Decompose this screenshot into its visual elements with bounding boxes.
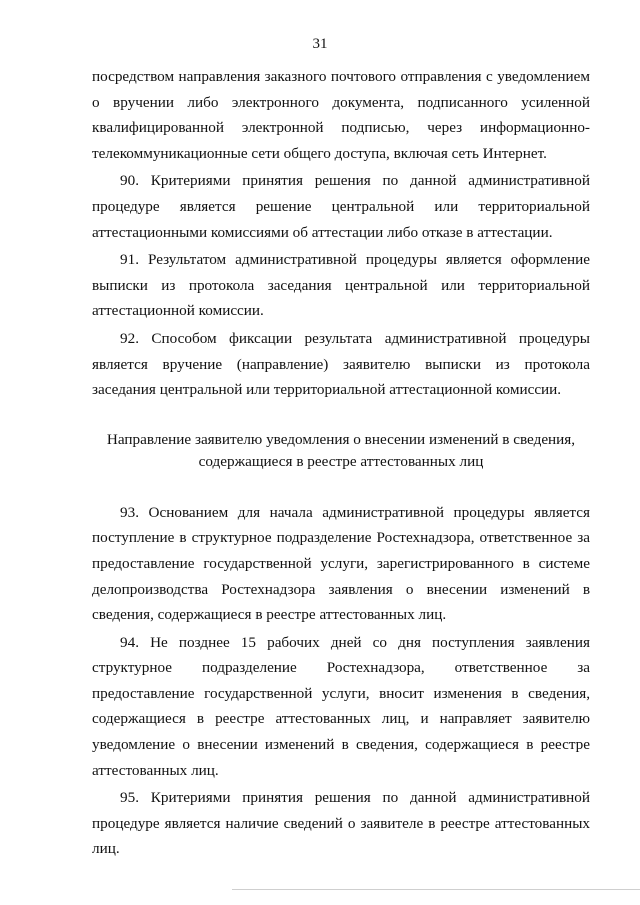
section-heading [92, 429, 590, 473]
section-heading-line-2: содержащиеся в реестре аттестованных лиц [198, 452, 484, 470]
document-body [92, 64, 590, 862]
paragraph-94: 94. Не позднее 15 рабочих дней со дня поступления заявления структурное подразделение Ростехнадзора, ответственное за предоставление государственной услуги, вносит изменения в сведения, содержащиеся в реестре аттестованных лиц, и направляет заявителю уведомление о внесении изменений в сведения, содержащиеся в реестре аттестованных лиц. [92, 633, 590, 779]
section-heading-line-1: Направление заявителю уведомления о внесении изменений в сведения, [106, 430, 576, 448]
paragraph-continuation: посредством направления заказного почтового отправления с уведомлением о вручении либо электронного документа, подписанного усиленной квалифицированной электронной подписью, через информационно-телекоммуникационные сети общего доступа, включая сеть Интернет. [92, 68, 590, 162]
page-number: 31 [312, 36, 328, 52]
paragraph-90: 90. Критериями принятия решения по данной административной процедуре является решение центральной или территориальной аттестационными комиссиями об аттестации либо отказе в аттестации. [92, 172, 590, 241]
scan-edge-line [232, 889, 640, 890]
paragraph-93: 93. Основанием для начала административной процедуры является поступление в структурное подразделение Ростехнадзора, ответственное за предоставление государственной услуги, зарегистрированного в системе делопроизводства Ростехнадзора заявления о внесении изменений в сведения, содержащиеся в реестре аттестованных лиц. [92, 503, 590, 624]
paragraph-95: 95. Критериями принятия решения по данной административной процедуре является наличие сведений о заявителе в реестре аттестованных лиц. [92, 789, 590, 858]
paragraph-91: 91. Результатом административной процедуры является оформление выписки из протокола заседания центральной или территориальной аттестационной комиссии. [92, 251, 590, 320]
paragraph-92: 92. Способом фиксации результата административной процедуры является вручение (направление) заявителю выписки из протокола заседания центральной или территориальной аттестационной комиссии. [92, 329, 590, 399]
